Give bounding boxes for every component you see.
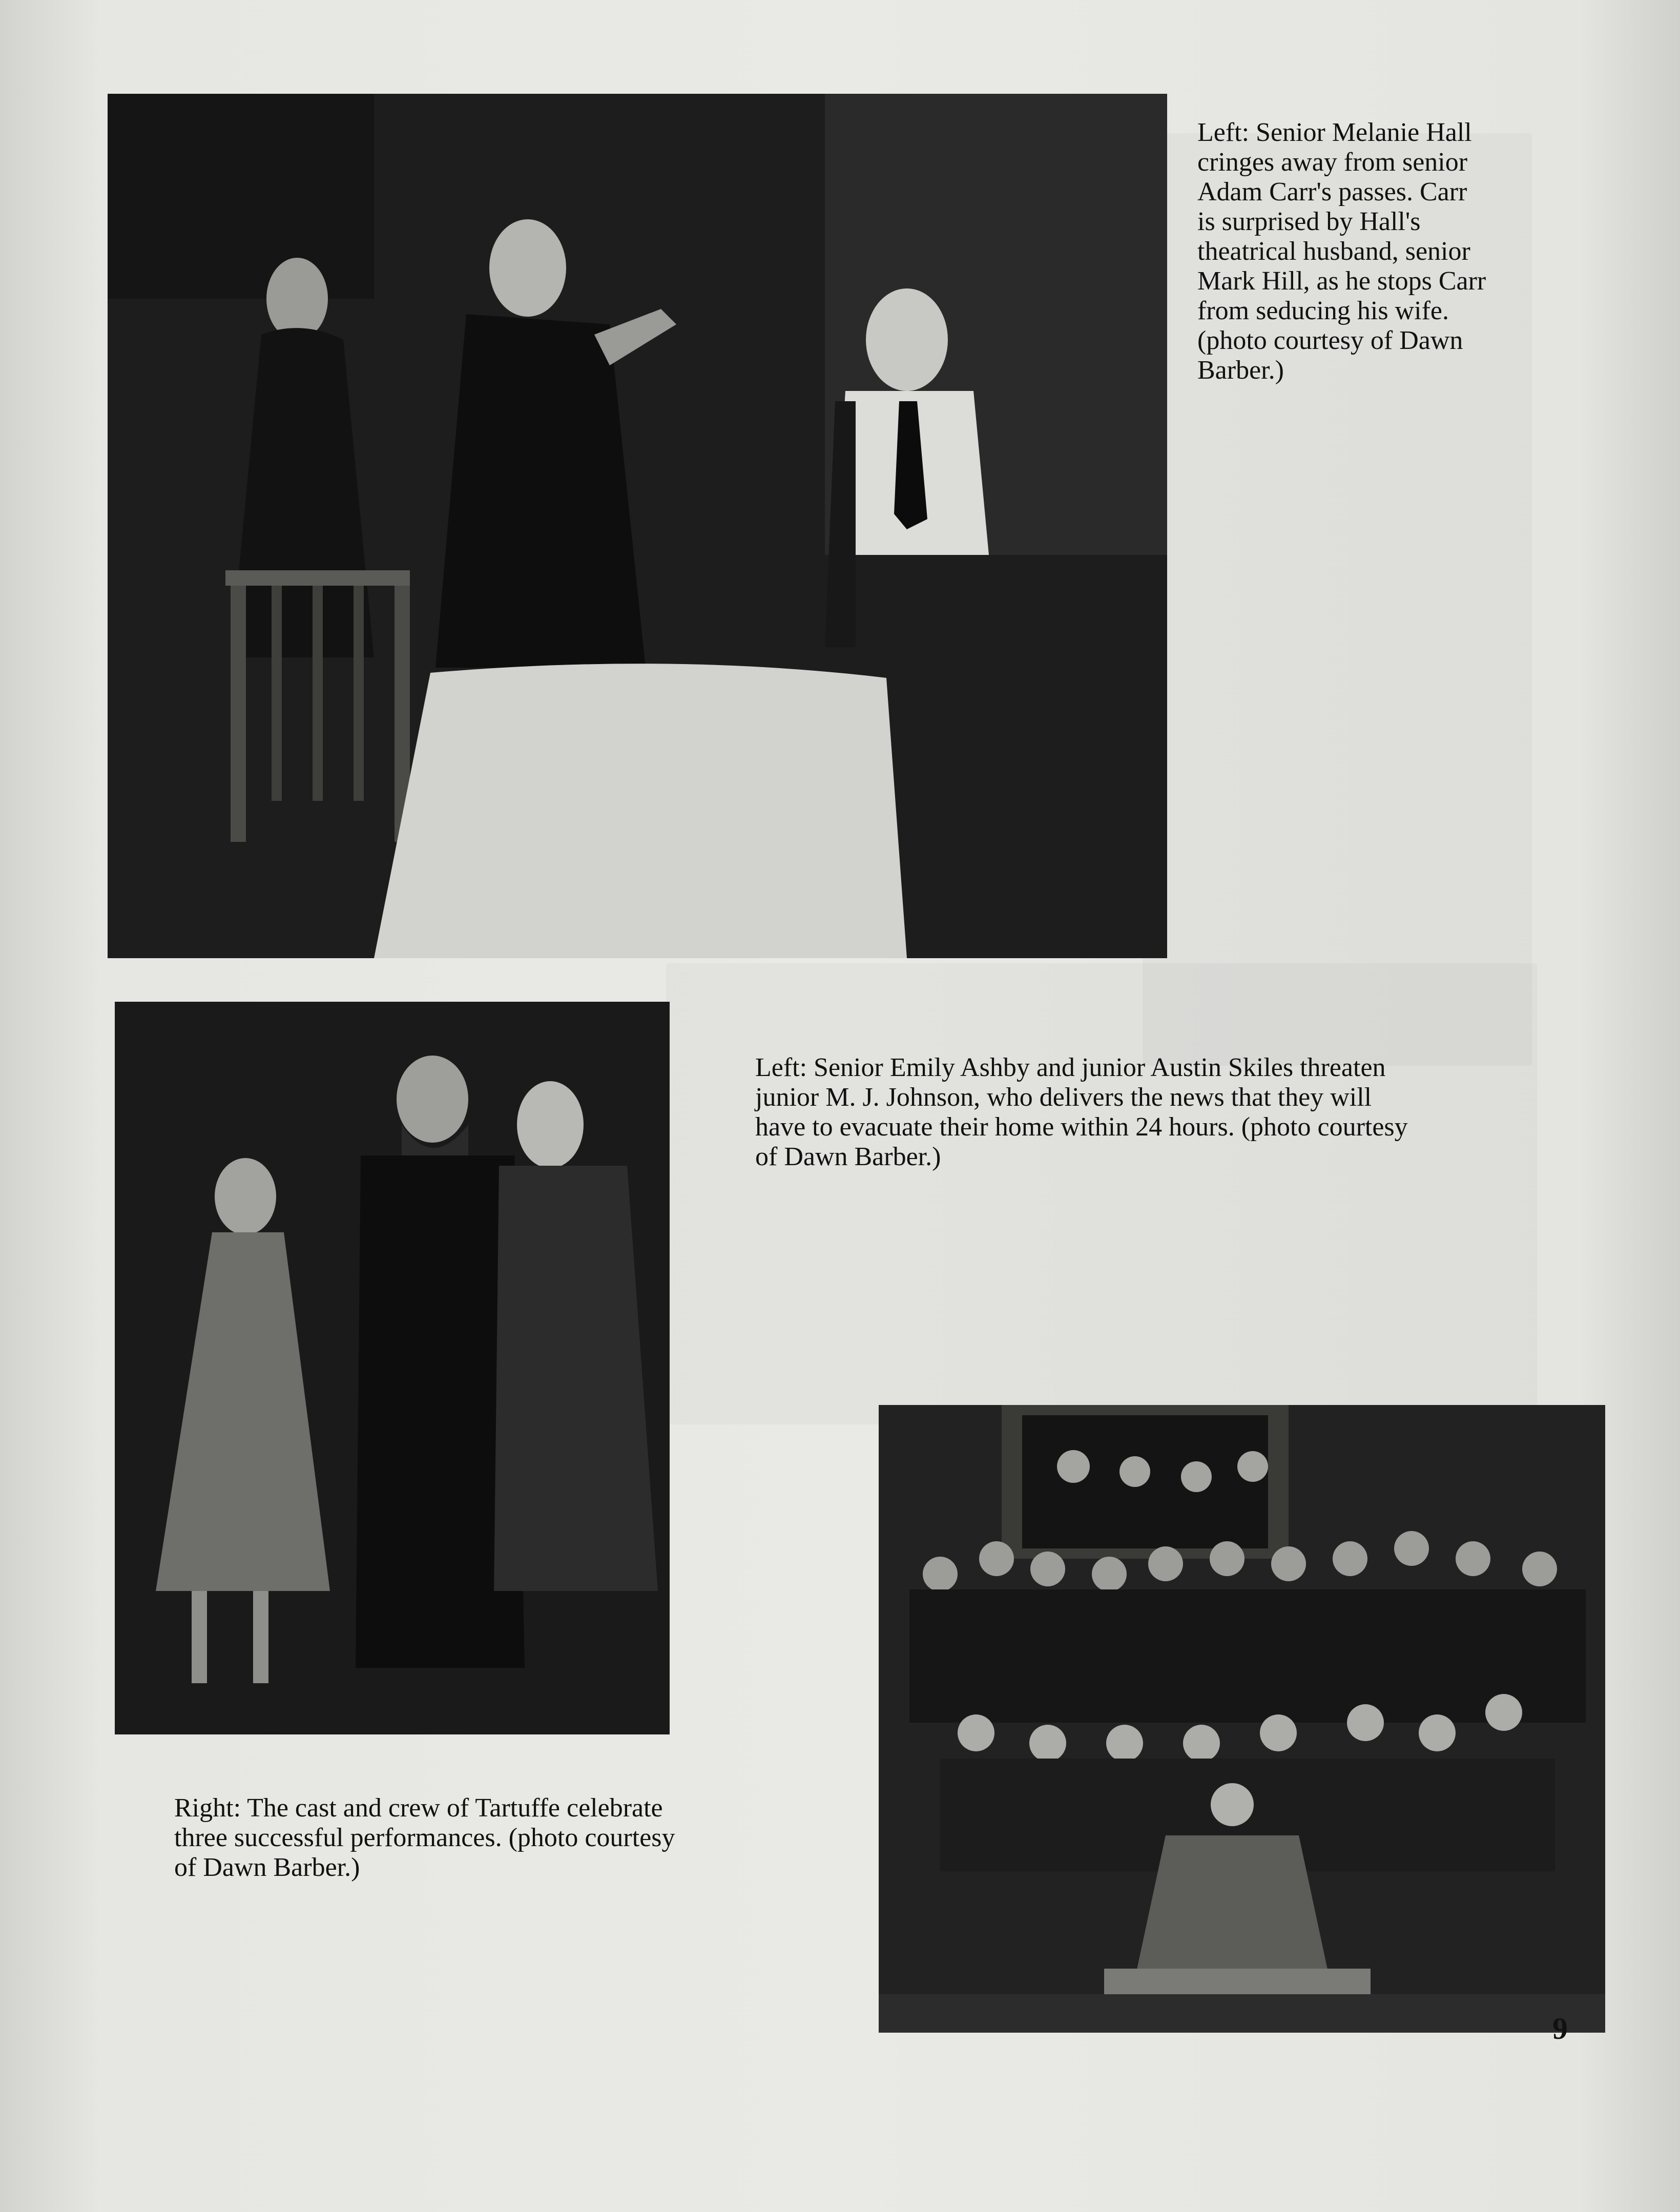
caption-middle-photo (755, 1053, 1408, 1172)
caption-line: Left: Senior Melanie Hall (1197, 118, 1472, 147)
caption-line: theatrical husband, senior (1197, 237, 1470, 266)
caption-line: is surprised by Hall's (1197, 207, 1421, 236)
bleed-through-shade (666, 963, 1537, 1424)
caption-top-photo (1197, 118, 1486, 385)
caption-line: from seducing his wife. (1197, 296, 1449, 325)
photo-middle (115, 1002, 670, 1734)
caption-line: Barber.) (1197, 356, 1284, 385)
photo-top (108, 94, 1167, 958)
caption-line: cringes away from senior (1197, 148, 1468, 177)
caption-line: Adam Carr's passes. Carr (1197, 177, 1467, 206)
stage-scene-image (108, 94, 1167, 958)
caption-line: of Dawn Barber.) (755, 1142, 941, 1171)
caption-line: junior M. J. Johnson, who delivers the news that they will (755, 1083, 1372, 1112)
caption-line: Right: The cast and crew of Tartuffe celebrate (174, 1793, 663, 1823)
photo-bottom (879, 1405, 1605, 2033)
caption-line: of Dawn Barber.) (174, 1853, 360, 1882)
group-photo-image (879, 1405, 1605, 2033)
caption-line: have to evacuate their home within 24 hours. (photo courtesy (755, 1112, 1408, 1142)
caption-line: three successful performances. (photo courtesy (174, 1823, 675, 1852)
caption-line: (photo courtesy of Dawn (1197, 326, 1463, 355)
caption-line: Left: Senior Emily Ashby and junior Austin Skiles threaten (755, 1053, 1386, 1082)
page-number: 9 (1552, 2012, 1568, 2045)
stage-scene-image (115, 1002, 670, 1734)
caption-line: Mark Hill, as he stops Carr (1197, 266, 1486, 296)
caption-bottom-photo (174, 1793, 675, 1883)
